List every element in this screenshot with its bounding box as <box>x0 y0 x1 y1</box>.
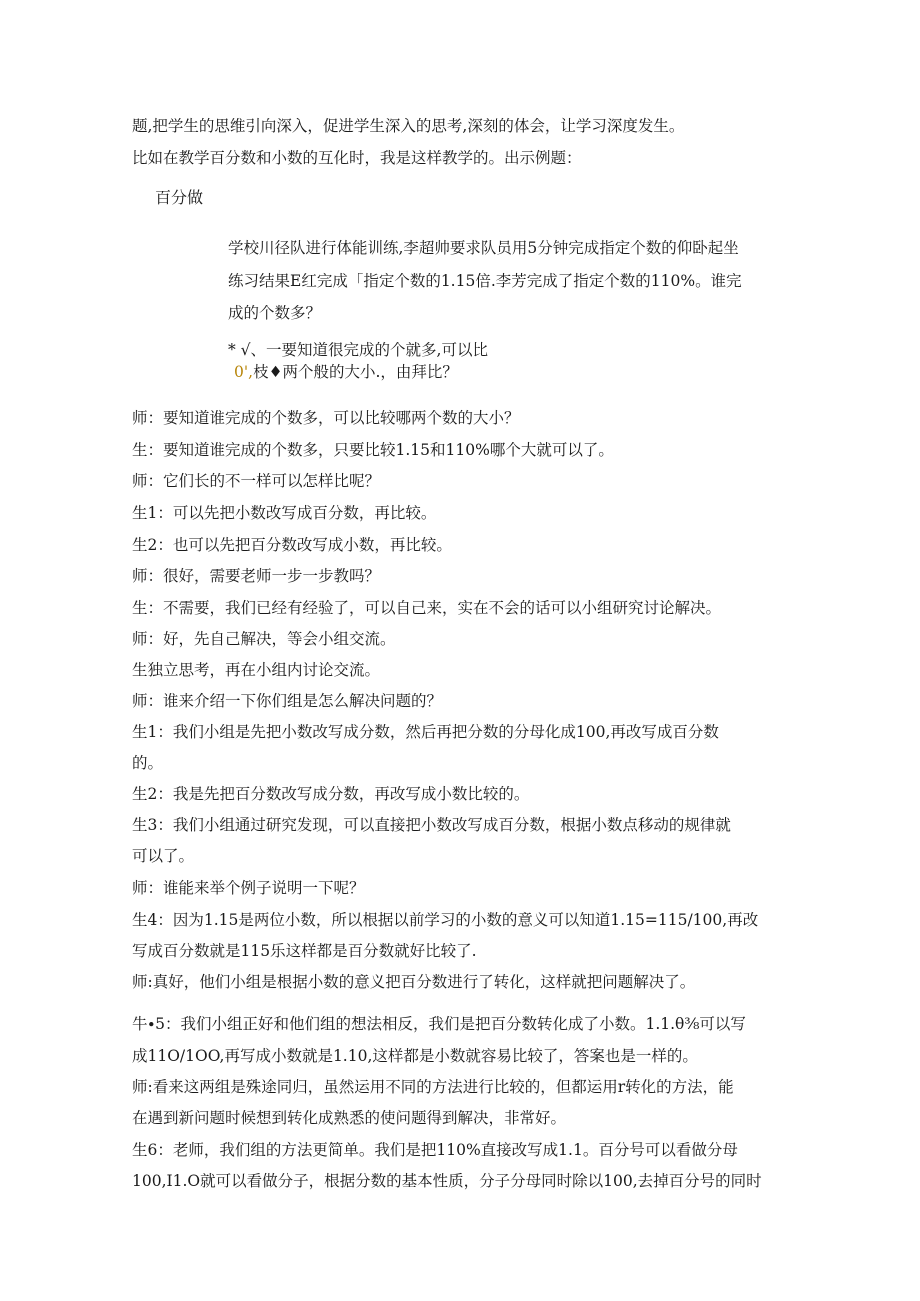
dialogue-line: 生2：我是先把百分数改写成分数，再改写成小数比较的。 <box>132 785 530 803</box>
dialogue-line: 100,I1.O就可以看做分子，根据分数的基本性质，分子分母同时除以100,去掉百分号的同时 <box>132 1172 762 1190</box>
dialogue-line: 生：不需要，我们已经有经验了，可以自己来，实在不会的话可以小组研究讨论解决。 <box>132 599 722 617</box>
hint-line-2-prefix: 0', <box>234 363 254 381</box>
example-line-1: 学校川径队进行体能训练,李超帅要求队员用5分钟完成指定个数的仰卧起坐 <box>228 239 739 257</box>
dialogue-line: 生独立思考，再在小组内讨论交流。 <box>132 661 381 679</box>
dialogue-line: 可以了。 <box>132 847 195 865</box>
dialogue-line: 师：谁能来举个例子说明一下呢？ <box>132 879 365 897</box>
dialogue-line: 生2：也可以先把百分数改写成小数，再比较。 <box>132 536 452 554</box>
dialogue-line: 生6：老师，我们组的方法更简单。我们是把110%直接改写成1.1。百分号可以看做分母 <box>132 1141 738 1159</box>
example-heading: 百分做 <box>155 188 204 207</box>
dialogue-line: 生1：我们小组是先把小数改写成分数，然后再把分数的分母化成100,再改写成百分数 <box>132 723 719 741</box>
dialogue-line: 师：谁来介绍一下你们组是怎么解决问题的？ <box>132 692 443 710</box>
dialogue-line: 生4：因为1.15是两位小数，所以根据以前学习的小数的意义可以知道1.15=115/100,再改 <box>132 911 759 929</box>
dialogue-line: 师：要知道谁完成的个数多，可以比较哪两个数的大小？ <box>132 409 520 427</box>
dialogue-line: 牛∙5：我们小组正好和他们组的想法相反，我们是把百分数转化成了小数。1.1.θ⅜可以写 <box>132 1015 746 1033</box>
dialogue-line: 成11O/1OO,再写成小数就是1.10,这样都是小数就容易比较了，答案也是一样的。 <box>132 1047 698 1065</box>
example-line-3: 成的个数多？ <box>228 304 322 322</box>
intro-line-1: 题,把学生的思维引向深入，促进学生深入的思考,深刻的体会，让学习深度发生。 <box>132 117 685 135</box>
dialogue-line: 的。 <box>132 754 164 772</box>
dialogue-line: 师:看来这两组是殊途同归，虽然运用不同的方法进行比较的，但都运用r转化的方法，能 <box>132 1078 734 1096</box>
dialogue-line: 写成百分数就是115乐这样都是百分数就好比较了. <box>132 942 477 960</box>
dialogue-line: 在遇到新问题时候想到转化成熟悉的使问题得到解决，非常好。 <box>132 1109 567 1127</box>
dialogue-line: 生3：我们小组通过研究发现，可以直接把小数改写成百分数，根据小数点移动的规律就 <box>132 816 731 834</box>
hint-line-1: * √、一要知道很完成的个就多,可以比 <box>228 341 488 359</box>
dialogue-line: 生：要知道谁完成的个数多，只要比较1.15和110%哪个大就可以了。 <box>132 441 614 459</box>
example-line-2: 练习结果E红完成「指定个数的1.15倍.李芳完成了指定个数的110%。谁完 <box>228 272 742 290</box>
hint-line-2 <box>234 362 458 382</box>
dialogue-line: 师:真好，他们小组是根据小数的意义把百分数进行了转化，这样就把问题解决了。 <box>132 973 696 991</box>
dialogue-line: 师：很好，需要老师一步一步教吗？ <box>132 567 381 585</box>
dialogue-line: 师：好，先自己解决，等会小组交流。 <box>132 630 396 648</box>
hint-line-2-rest: 枝♦两个般的大小.，由拜比？ <box>253 363 458 381</box>
dialogue-line: 师：它们长的不一样可以怎样比呢？ <box>132 472 381 490</box>
dialogue-line: 生1：可以先把小数改写成百分数，再比较。 <box>132 504 437 522</box>
intro-line-2: 比如在教学百分数和小数的互化时，我是这样教学的。出示例题： <box>132 149 582 167</box>
